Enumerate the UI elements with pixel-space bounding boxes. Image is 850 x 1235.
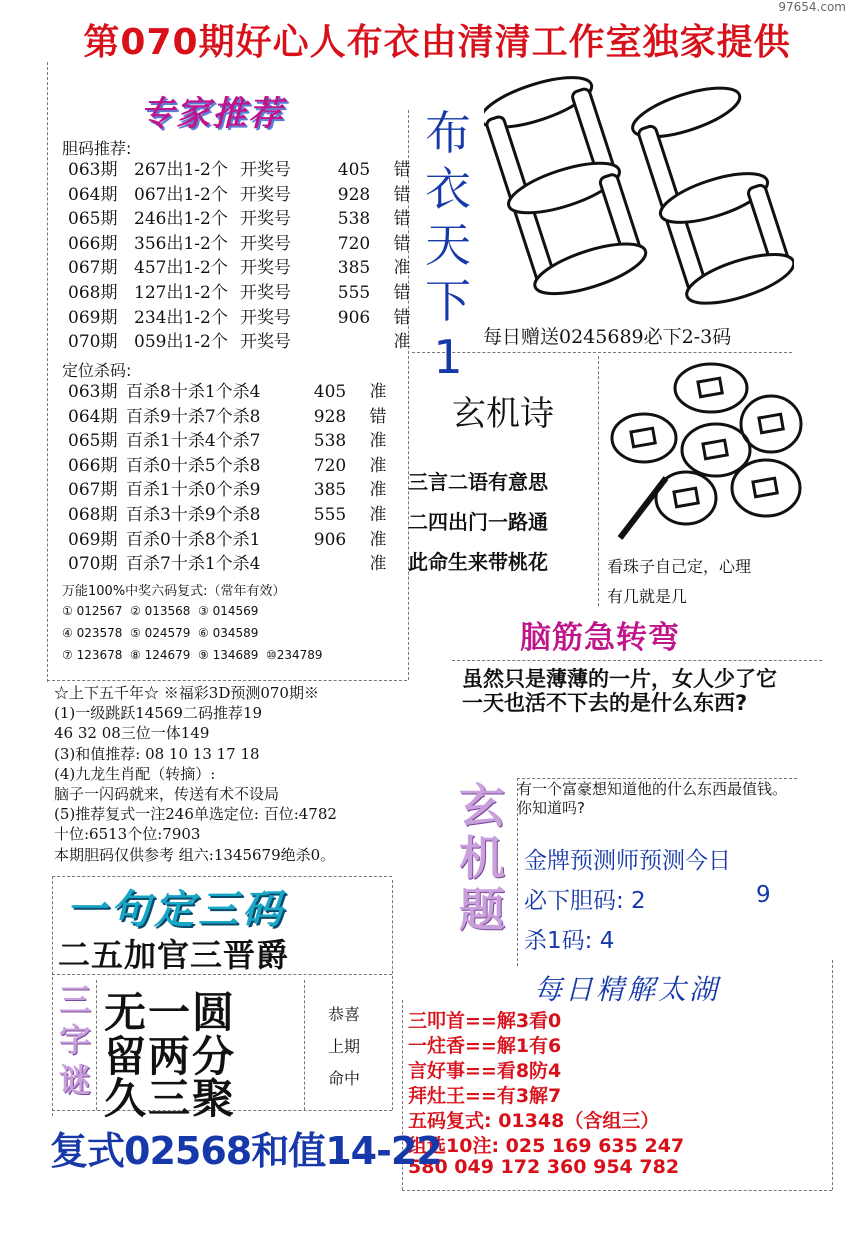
wanneng-cell: ⑨ 134689 [198, 648, 259, 662]
dan-cell: 开奖号 [240, 332, 291, 353]
dan-cell: 067出1-2个 [134, 184, 228, 205]
taihu-line: 言好事==看8防4 [408, 1060, 562, 1082]
dan-label: 胆码推荐: [62, 139, 132, 158]
dan-cell: 错 [393, 282, 411, 303]
pos-cell: 准 [369, 554, 387, 575]
wanneng-row [62, 622, 334, 644]
dan-cell: 错 [393, 307, 411, 328]
pos-cell: 错 [369, 406, 387, 427]
bead-hint: 看珠子自己定，心理 [607, 557, 752, 576]
pos-cell: 百杀1十杀4个杀7 [126, 431, 261, 452]
frame-line [452, 660, 822, 661]
pos-cell: 准 [369, 529, 387, 550]
taihu-header: 每日精解太湖 [534, 973, 721, 1006]
pos-row [68, 503, 398, 528]
buyi-char: 下 [425, 274, 471, 328]
dan-cell: 246出1-2个 [134, 209, 228, 230]
pos-row [68, 405, 398, 430]
pos-cell: 百杀3十杀9个杀8 [126, 504, 261, 525]
dan-cell: 错 [393, 209, 411, 230]
wanneng-cell: ⑦ 123678 [62, 648, 123, 662]
dan-cell: 457出1-2个 [134, 258, 228, 279]
forecast-line: (5)推荐复式一注246单选定位: 百位:4782 [54, 805, 337, 824]
sanzi-char: 三 [58, 981, 91, 1019]
forecast-line: ☆上下五千年☆ ※福彩3D预测070期※ [54, 684, 319, 702]
dan-row [68, 330, 422, 355]
dan-code-2: 9 [756, 882, 771, 908]
pos-cell: 385 [313, 480, 347, 501]
pos-cell: 067期 [68, 480, 118, 501]
frame-line [96, 980, 97, 1110]
dan-cell: 068期 [68, 282, 118, 303]
pos-cell: 准 [369, 431, 387, 452]
wanneng-cell: ⑤ 024579 [130, 626, 191, 640]
dan-cell: 065期 [68, 209, 118, 230]
wanneng-cell: ② 013568 [130, 604, 191, 618]
pos-cell: 准 [369, 480, 387, 501]
dan-cell: 开奖号 [240, 258, 291, 279]
buyi-char: 衣 [425, 162, 471, 216]
pos-cell: 068期 [68, 504, 118, 525]
pos-row [68, 552, 398, 577]
pos-cell: 百杀0十杀8个杀1 [126, 529, 261, 550]
frame-line [47, 680, 407, 681]
pos-cell: 准 [369, 382, 387, 402]
poem-line: 三言二语有意思 [408, 470, 548, 494]
pos-cell: 069期 [68, 529, 118, 550]
dan-cell: 错 [393, 184, 411, 205]
buyi-char: 1 [433, 330, 463, 384]
beads-icon [606, 358, 806, 548]
sanzi-title [54, 980, 96, 1100]
dan-cell: 538 [337, 209, 371, 230]
dan-cell: 720 [337, 233, 371, 254]
dan-cell: 234出1-2个 [134, 307, 228, 328]
riddle-big: 久三聚 [104, 1074, 237, 1123]
sanzi-char: 字 [58, 1021, 91, 1059]
pos-cell: 百杀8十杀1个杀4 [126, 382, 261, 402]
dan-cell: 067期 [68, 258, 118, 279]
dan-cell [326, 330, 382, 355]
dan-cell: 开奖号 [240, 184, 291, 205]
pos-cell: 555 [313, 504, 347, 525]
buyi-title [420, 105, 476, 385]
dan-row [68, 158, 422, 183]
taihu-line: 组选10注: 025 169 635 247 [408, 1135, 685, 1157]
dan-cell: 开奖号 [240, 282, 291, 303]
wanneng-label: 万能100%中奖六码复式:（常年有效） [62, 584, 286, 599]
sanzi-char: 谜 [58, 1061, 91, 1099]
wanneng-cell: ④ 023578 [62, 626, 123, 640]
yiju-phrase: 二五加官三晋爵 [58, 936, 290, 974]
dan-row [68, 207, 422, 232]
riddle-text: 虽然只是薄薄的一片，女人少了它一天也活不下去的是什么东西? [462, 667, 777, 715]
bead-hint: 有几就是几 [607, 587, 688, 606]
dan-cell: 070期 [68, 332, 118, 353]
wanneng-row [62, 644, 334, 666]
frame-line [598, 356, 599, 606]
dan-code: 必下胆码: 2 [524, 888, 646, 914]
gold-title: 金牌预测师预测今日 [524, 848, 731, 874]
pos-cell: 准 [369, 455, 387, 476]
pos-label: 定位杀码: [62, 361, 132, 380]
dan-cell: 准 [393, 332, 411, 353]
pos-cell: 百杀9十杀7个杀8 [126, 406, 261, 427]
pos-cell: 065期 [68, 431, 118, 452]
frame-line [402, 1190, 832, 1191]
dan-cell: 开奖号 [240, 307, 291, 328]
wanneng-cell: ⑧ 124679 [130, 648, 191, 662]
dan-cell: 059出1-2个 [134, 332, 228, 353]
congrats: 上期 [327, 1037, 360, 1056]
dan-cell: 385 [337, 258, 371, 279]
taihu-line: 拜灶王==有3解7 [408, 1085, 562, 1107]
forecast-line: (3)和值推荐: 08 10 13 17 18 [54, 744, 260, 763]
buyi-char: 布 [425, 106, 471, 160]
wanneng-cell: ⑩234789 [266, 648, 323, 662]
dan-row [68, 256, 422, 281]
pos-cell [302, 552, 358, 577]
dan-cell: 928 [337, 184, 371, 205]
forecast-line: 本期胆码仅供参考 组六:1345679绝杀0。 [54, 845, 336, 864]
watermark: 97654.com [778, 0, 846, 14]
wanneng-cell: ① 012567 [62, 604, 123, 618]
xuanji-char: 题 [459, 883, 505, 937]
sixty-six-icon [484, 68, 794, 320]
pos-row [68, 429, 398, 454]
frame-line [52, 876, 392, 877]
dan-cell: 063期 [68, 160, 118, 180]
buyi-char: 天 [425, 218, 471, 272]
pos-cell: 066期 [68, 455, 118, 476]
wanneng-row [62, 600, 334, 622]
taihu-line: 三叩首==解3看0 [408, 1010, 562, 1032]
dan-cell: 错 [393, 233, 411, 254]
wanneng-cell: ⑥ 034589 [198, 626, 259, 640]
pos-table [68, 380, 398, 577]
pos-cell: 百杀0十杀5个杀8 [126, 455, 261, 476]
poem-line: 此命生来带桃花 [408, 550, 548, 574]
riddle-big: 无一圆 [104, 988, 237, 1037]
forecast-line: 46 32 08三位一体149 [54, 724, 210, 743]
daily-gift: 每日赠送0245689必下2-3码 [483, 326, 732, 348]
xuanji-title [452, 780, 512, 936]
dan-table [68, 158, 422, 355]
pos-cell: 064期 [68, 406, 118, 427]
dan-row [68, 281, 422, 306]
poem-header: 玄机诗 [452, 394, 554, 434]
frame-line [47, 62, 48, 682]
pos-cell: 906 [313, 529, 347, 550]
naojin-header: 脑筋急转弯 [520, 620, 680, 656]
frame-line [517, 778, 797, 779]
pos-row [68, 380, 398, 405]
dan-cell: 069期 [68, 307, 118, 328]
forecast-block [54, 683, 337, 865]
frame-line [832, 960, 833, 1190]
wanneng-cell: ③ 014569 [198, 604, 259, 618]
pos-cell: 准 [369, 504, 387, 525]
frame-line [392, 880, 393, 1110]
kill-code: 杀1码: 4 [524, 928, 615, 954]
dan-row [68, 232, 422, 257]
fushi-line: 复式02568和值14-22 [50, 1129, 442, 1173]
xuanji-question: 有一个富豪想知道他的什么东西最值钱。你知道吗? [517, 780, 788, 817]
forecast-line: 十位:6513个位:7903 [54, 825, 201, 844]
taihu-line: 一炷香==解1有6 [408, 1035, 562, 1057]
pos-cell: 百杀1十杀0个杀9 [126, 480, 261, 501]
taihu-line: 580 049 172 360 954 782 [408, 1156, 680, 1178]
poem-line: 二四出门一路通 [408, 510, 548, 534]
dan-row [68, 183, 422, 208]
dan-cell: 555 [337, 282, 371, 303]
xuanji-char: 玄 [459, 779, 505, 833]
dan-cell: 开奖号 [240, 160, 291, 180]
congrats: 恭喜 [327, 1005, 360, 1024]
dan-cell: 066期 [68, 233, 118, 254]
forecast-line: (4)九龙生肖配（转摘）: [54, 764, 216, 783]
dan-cell: 127出1-2个 [134, 282, 228, 303]
pos-row [68, 454, 398, 479]
taihu-line: 五码复式: 01348（含组三） [408, 1110, 660, 1132]
xuanji-char: 机 [459, 831, 505, 885]
pos-row [68, 478, 398, 503]
dan-cell: 064期 [68, 184, 118, 205]
forecast-line: (1)一级跳跃14569二码推荐19 [54, 704, 263, 723]
dan-cell: 准 [393, 258, 411, 279]
yiju-header: 一句定三码 [66, 887, 286, 933]
pos-cell: 720 [313, 455, 347, 476]
dan-row [68, 306, 422, 331]
dan-cell: 开奖号 [240, 209, 291, 230]
dan-cell: 开奖号 [240, 233, 291, 254]
dan-cell: 356出1-2个 [134, 233, 228, 254]
pos-cell: 538 [313, 431, 347, 452]
pos-cell: 405 [313, 382, 347, 402]
pos-cell: 928 [313, 406, 347, 427]
dan-cell: 267出1-2个 [134, 160, 228, 180]
dan-cell: 906 [337, 307, 371, 328]
frame-line [304, 980, 305, 1110]
pos-cell: 百杀7十杀1个杀4 [126, 554, 261, 575]
riddle-big: 留两分 [104, 1032, 237, 1081]
dan-cell: 错 [393, 160, 411, 180]
wanneng-table [62, 600, 334, 666]
pos-row [68, 528, 398, 553]
forecast-line: 脑子一闪码就来，传送有术不设局 [54, 785, 280, 804]
pos-cell: 070期 [68, 554, 118, 575]
frame-line [52, 876, 53, 1116]
page-title: 第070期好心人布衣由清清工作室独家提供 [83, 22, 791, 63]
pos-cell: 063期 [68, 382, 118, 402]
congrats: 命中 [327, 1069, 360, 1088]
dan-cell: 405 [337, 160, 371, 180]
expert-header: 专家推荐 [140, 94, 284, 134]
